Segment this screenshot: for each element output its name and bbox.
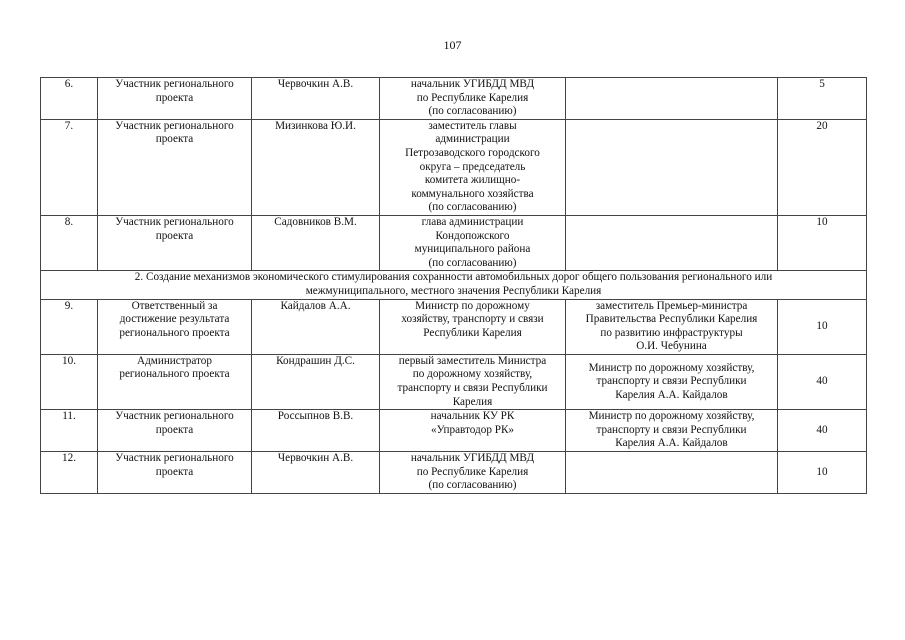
cell-line: Участник регионального [115,215,234,228]
table-row [41,78,867,120]
person-name-cell: Червочкин А.В. [252,452,380,494]
cell-line: по развитию инфраструктуры [600,326,743,339]
supervisor-cell [566,299,778,354]
person-name-cell: Мизинкова Ю.И. [252,119,380,215]
row-number: 9. [41,299,98,354]
page-number: 107 [443,38,462,52]
position-cell [380,452,566,494]
table-row [41,452,867,494]
cell-line: Участник регионального [115,452,234,465]
cell-line: начальник УГИБДД МВД [410,452,535,465]
role-cell [98,410,252,452]
cell-line: администрации [435,133,510,146]
row-number: 6. [41,78,98,120]
position-cell [380,78,566,120]
row-number: 12. [41,452,98,494]
cell-line: (по согласованию) [428,479,517,492]
person-name-cell: Кайдалов А.А. [252,299,380,354]
cell-line: заместитель Премьер-министра [595,299,748,312]
cell-line: заместитель главы [428,119,517,132]
cell-line: проекта [155,91,194,104]
value-cell: 10 [778,215,867,270]
cell-line: округа – председатель [419,160,526,173]
table-row [41,354,867,409]
value-cell: 40 [778,410,867,452]
row-number: 8. [41,215,98,270]
cell-line: О.И. Чебунина [636,340,707,353]
cell-line: глава администрации [421,215,524,228]
person-name-cell: Россыпнов В.В. [252,410,380,452]
cell-line: Петрозаводского городского [405,146,540,159]
cell-line: по дорожному хозяйству, [412,368,533,381]
cell-line: коммунального хозяйства [411,187,534,200]
cell-line: Участник регионального [115,78,234,90]
participants-table [40,77,867,494]
person-name-cell: Червочкин А.В. [252,78,380,120]
value-cell: 20 [778,119,867,215]
role-cell [98,299,252,354]
person-name-cell: Садовников В.М. [252,215,380,270]
cell-line: проекта [155,423,194,436]
cell-line: транспорту и связи Республики [596,423,747,436]
section-heading [41,271,867,299]
cell-line: (по согласованию) [428,256,517,269]
table-row [41,410,867,452]
supervisor-cell [566,452,778,494]
cell-line: Участник регионального [115,119,234,132]
cell-line: проекта [155,133,194,146]
cell-line: Республики Карелия [423,326,522,339]
position-cell [380,299,566,354]
row-number: 7. [41,119,98,215]
cell-line: хозяйству, транспорту и связи [401,313,544,326]
role-cell [98,215,252,270]
role-cell [98,452,252,494]
supervisor-cell [566,215,778,270]
cell-line: регионального проекта [119,368,230,381]
value-cell: 10 [778,452,867,494]
cell-line: муниципального района [414,243,531,256]
cell-line: Участник регионального [115,410,234,423]
cell-line: Министр по дорожному хозяйству, [588,410,755,423]
cell-line: Карелия [452,395,493,408]
cell-line: Министр по дорожному [415,299,530,312]
table-row [41,215,867,270]
cell-line: Ответственный за [131,299,218,312]
cell-line: межмуниципального, местного значения Республики Карелия [305,284,602,297]
cell-line: регионального проекта [119,326,230,339]
position-cell [380,119,566,215]
cell-line: Министр по дорожному хозяйству, [588,361,755,374]
supervisor-cell [566,119,778,215]
cell-line: Кондопожского [435,229,510,242]
role-cell [98,354,252,409]
row-number: 11. [41,410,98,452]
cell-line: транспорту и связи Республики [596,375,747,388]
cell-line: Правительства Республики Карелия [585,313,758,326]
value-cell: 40 [778,354,867,409]
position-cell [380,215,566,270]
cell-line: по Республике Карелия [416,465,529,478]
role-cell [98,78,252,120]
cell-line: (по согласованию) [428,105,517,118]
position-cell [380,354,566,409]
section-row [41,271,867,299]
value-cell: 5 [778,78,867,120]
cell-line: проекта [155,465,194,478]
cell-line: Карелия А.А. Кайдалов [615,437,728,450]
cell-line: Администратор [136,354,212,367]
supervisor-cell [566,354,778,409]
supervisor-cell [566,410,778,452]
cell-line: по Республике Карелия [416,91,529,104]
cell-line: 2. Создание механизмов экономического стимулирования сохранности автомобильных дорог общего пользования регионального или [134,271,773,284]
cell-line: проекта [155,229,194,242]
table-row [41,299,867,354]
role-cell [98,119,252,215]
supervisor-cell [566,78,778,120]
cell-line: транспорту и связи Республики [397,382,548,395]
row-number: 10. [41,354,98,409]
cell-line: «Управтодор РК» [430,423,515,436]
value-cell: 10 [778,299,867,354]
cell-line: начальник УГИБДД МВД [410,78,535,90]
cell-line: комитета жилищно- [424,174,521,187]
cell-line: (по согласованию) [428,201,517,214]
table-row [41,119,867,215]
cell-line: Карелия А.А. Кайдалов [615,388,728,401]
person-name-cell: Кондрашин Д.С. [252,354,380,409]
cell-line: первый заместитель Министра [398,354,547,367]
position-cell [380,410,566,452]
cell-line: достижение результата [119,313,230,326]
cell-line: начальник КУ РК [430,410,515,423]
table-body [41,78,867,494]
